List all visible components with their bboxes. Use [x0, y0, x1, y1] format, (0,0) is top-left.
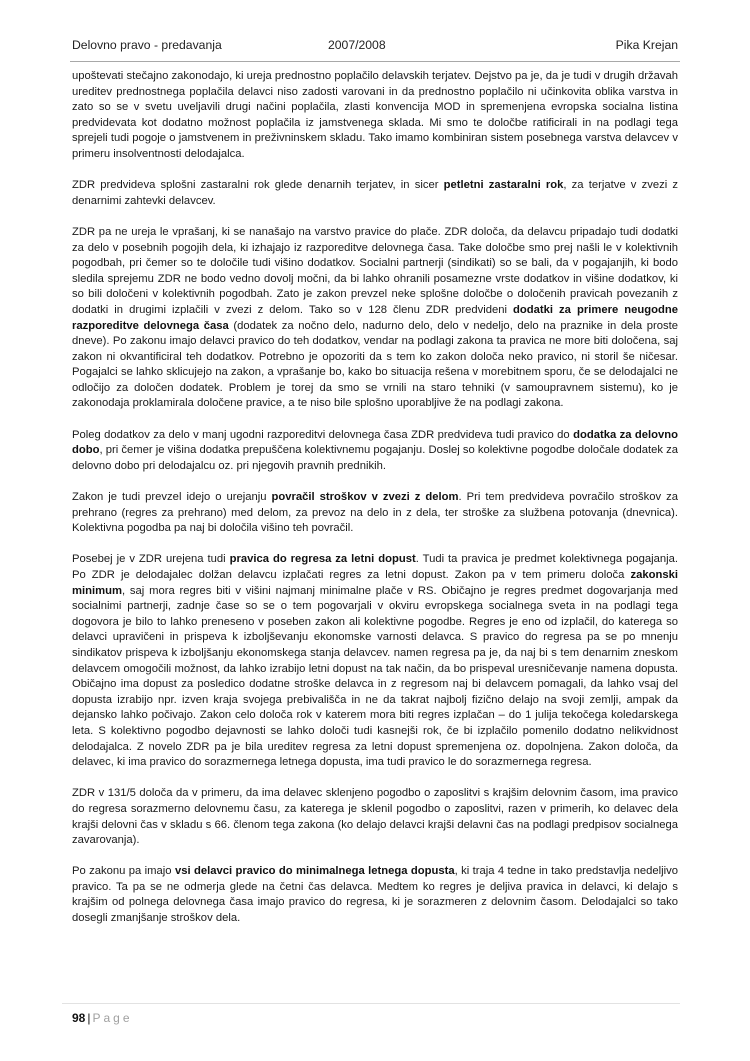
paragraph-insolvency — [72, 69, 678, 163]
page-header — [72, 38, 678, 58]
page-separator: | — [87, 1011, 91, 1025]
paragraph-expense-reimbursement — [72, 490, 678, 537]
paragraph-text: , za terjatve v zvezi z denarnimi zahtevki delavcev. — [72, 179, 678, 207]
header-document-title: Delovno pravo - predavanja — [72, 38, 222, 52]
paragraph-text: , ki traja 4 tedne in tako predstavlja nedeljivo pravico. Ta pa se ne odmerja glede na četni čas delavca. Medtem ko regres je deljiva pravica in delavci, ki delajo s krajšim od polnega delovnega časa imajo pravico do regresa, ki je sorazmeren z delovnim časom. Delodajalci so tako dosegli zmanjšanje stroškov dela. — [72, 865, 678, 925]
paragraph-text: Poleg dodatkov za delo v manj ugodni razporeditvi delovnega časa ZDR predvideva tudi pravico do — [72, 428, 574, 441]
bold-term: zakonski minimum — [72, 569, 678, 597]
paragraph-limitation-period — [72, 178, 678, 209]
page-number: 98 — [72, 1011, 86, 1025]
bold-term: dodatki za primere neugodne razporeditve delovnega časa — [72, 303, 678, 332]
paragraph-allowances — [72, 225, 678, 412]
paragraph-seniority-allowance — [72, 428, 678, 475]
paragraph-text: . Tudi ta pravica je predmet kolektivnega pogajanja. Po ZDR je delodajalec dolžan delavcu izplačati regres za letni dopust. Zakon pa v tem primeru določa — [72, 553, 679, 581]
paragraph-text: , saj mora regres biti v višini najmanj minimalne plače v RS. Običajno je regres predmet dogovarjanja med socialnimi partnerji, zadnje čase so se o tem pogovarjali v okviru evropskega socialnega sveta in na podlagi tega dogovora je bilo to lahko preneseno v poseben zakon ali kolektivne pogodbe. Regres je eno od izplačil, do katerega so delavci upravičeni in prispeva k izboljševanju ekonomske varnosti delavca. S pravico do regresa pa se po mnenju sindikatov prispeva k izboljšanju ekonomskega stanja delavcev. namen regresa pa je, da naj bi s tem denarnim zneskom delavcem omogočili možnost, da lahko izrabijo letni dopust na tak način, da bo prispeval uresničevanje namena dopusta. Običajno ima dopust za posledico dodatne stroške delavca in z regresom naj bi delavcem pomagali, da lahko vsaj del dopusta izrabijo npr. izven kraja svojega prebivališča in ne da takrat najbolj fizično delajo na svoji zemlji, ampak da dejansko lahko počivajo. Zakon celo določa rok v katerem mora biti regres izplačan – do 1 julija tekočega koledarskega leta. S kolektivno pogodbo dejavnosti se lahko določi tudi kasnejši rok, če bi izplačilo pomenilo dodatno nelikvidnost delodajalca. Z novelo ZDR pa je bila ureditev regresa za letni dopust spremenjena oz. dopolnjena. Zakon določa, da delavec, ki ima pravico do sorazmernega letnega dopusta, ima tudi pravico le do sorazmernega regresa. — [72, 584, 678, 769]
paragraph-text: ZDR v 131/5 določa da v primeru, da ima delavec sklenjeno pogodbo o zaposlitvi s krajšim delovnim časom, ima pravico do regresa sorazmerno delovnemu času, za katerega je sklenil pogodbo o zaposlitvi, razen v primerih, ko delavec dela krajši delovni čas v skladu s 66. členom tega zakona (ko delajo delavci krajši delavni čas na podlagi predpisov socialnega zavarovanja). — [72, 787, 678, 847]
paragraph-text: ZDR predvideva splošni zastaralni rok glede denarnih terjatev, in sicer — [72, 179, 444, 192]
page-label: Page — [92, 1011, 133, 1025]
footer-divider — [62, 1003, 680, 1004]
bold-term: pravica do regresa za letni dopust — [229, 553, 416, 566]
header-divider — [70, 61, 680, 63]
paragraph-text: , pri čemer je višina dodatka prepuščena kolektivnemu pogajanju. Doslej so kolektivne pogodbe določale dodatek za delovno dobo pri delodajalcu oz. pri njegovih pravnih prednikih. — [72, 444, 678, 472]
document-body — [72, 69, 678, 942]
paragraph-text: upoštevati stečajno zakonodajo, ki ureja prednostno poplačilo delavskih terjatev. Dejstvo pa je, da je tudi v drugih državah ureditev prednostnega poplačila delavci niso zadosti varovani in da prednostno poplačilo ni učinkovita oblika varstva in zato so se v svetu uveljavili drugi načini poplačila, zlasti konvencija MOD in spremenjena evropska socialna listina predvidevata kot dodatno možnost poplačila iz jamstvenega sklada. Mi smo te določbe ratificirali in na podlagi tega sprejeli tudi pogoje o jamstvenem in preživninskem skladu. Tako imamo kombiniran sistem posebnega varstva delavcev v primeru insolventnosti delodajalca. — [72, 70, 678, 160]
paragraph-part-time — [72, 786, 678, 848]
bold-term: petletni zastaralni rok — [443, 179, 564, 192]
paragraph-minimum-leave — [72, 864, 678, 926]
page-footer — [72, 1011, 133, 1025]
bold-term: dodatka za delovno dobo — [72, 428, 678, 457]
paragraph-text: (dodatek za nočno delo, nadurno delo, delo v nedeljo, delo na praznike in dela proste dneve). Po zakonu imajo delavci pravico do teh dodatkov, vendar na podlagi zakona ta pravica ne more biti določena, saj zakon ni okvantificiral teh dodatkov. Potrebno je opozoriti da s tem ko zakon določa neko pravico, ni storil še ničesar. Pogajalci se lahko sklicujejo na zakon, a vprašanje bo, kako bo situacija rešena v morebitnem sporu, če se delodajalci ne odločijo za določen dodatek. Problem je torej da smo se vrnili na staro tehniki (v samoupravnem sistemu), ko je zakonodaja proklamirala določene pravice, a te niso bile splošno uporabljive že na podlagi zakona. — [72, 319, 678, 410]
bold-term: povračil stroškov v zvezi z delom — [271, 491, 459, 504]
paragraph-holiday-allowance — [72, 552, 678, 770]
header-author: Pika Krejan — [615, 38, 678, 52]
bold-term: vsi delavci pravico do minimalnega letnega dopusta — [174, 865, 455, 878]
paragraph-text: Posebej je v ZDR urejena tudi — [72, 553, 230, 566]
paragraph-text: Zakon je tudi prevzel idejo o urejanju — [72, 491, 272, 504]
paragraph-text: . Pri tem predvideva povračilo stroškov za prehrano (regres za prehrano) med delom, za prevoz na delo in z dela, ter stroške za službena potovanja (dnevnica). Kolektivna pogodba pa naj bi določila višino teh povračil. — [72, 491, 678, 535]
paragraph-text: ZDR pa ne ureja le vprašanj, ki se nanašajo na varstvo pravice do plače. ZDR določa, da delavcu pripadajo tudi dodatki za delo v posebnih pogojih dela, ki izhajajo iz razporeditve delovnega časa. Take določbe smo prej našli le v kolektivnih pogodbah, pri čemer so te določile tudi višino dodatkov. Socialni partnerji (sindikati) so se bali, da v pogajanjih, ki bodo sledila sprejemu ZDR ne bodo vedno dovolj močni, da bi lahko ohranili posamezne vrste dodatkov in višine dodatkov, ki so bili določeni v kolektivnih pogodbah. Zato je zakon prevzel neke splošne določbe o določenih pravicah povezanih z dodatki in drugimi izplačili v zvezi z delom. Tako so v 128 členu ZDR predvideni — [72, 225, 678, 316]
header-academic-year: 2007/2008 — [328, 38, 386, 52]
paragraph-text: Po zakonu pa imajo — [72, 865, 175, 878]
